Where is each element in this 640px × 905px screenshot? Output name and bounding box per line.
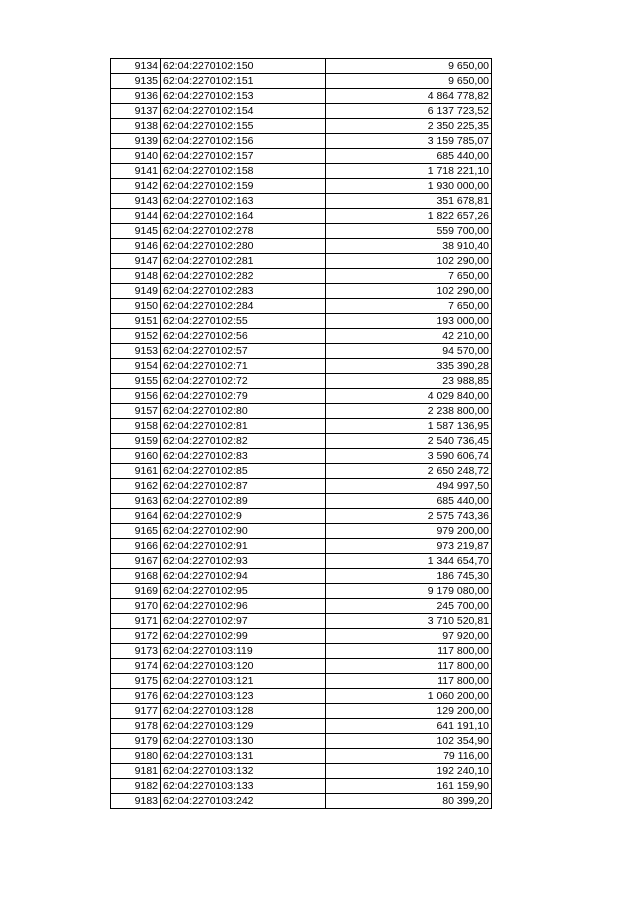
cadastral-number-cell: 62:04:2270102:83 — [161, 449, 326, 464]
cadastral-number-cell: 62:04:2270102:96 — [161, 599, 326, 614]
table-row — [111, 539, 492, 554]
table-row — [111, 74, 492, 89]
cadastral-value-cell: 2 350 225,35 — [326, 119, 492, 134]
cadastral-number-cell: 62:04:2270102:157 — [161, 149, 326, 164]
cadastral-value-cell: 80 399,20 — [326, 794, 492, 809]
cadastral-value-cell: 1 822 657,26 — [326, 209, 492, 224]
table-row — [111, 134, 492, 149]
cadastral-value-cell: 9 650,00 — [326, 74, 492, 89]
cadastral-value-cell: 2 575 743,36 — [326, 509, 492, 524]
cadastral-number-cell: 62:04:2270102:90 — [161, 524, 326, 539]
cadastral-value-cell: 6 137 723,52 — [326, 104, 492, 119]
cadastral-value-cell: 129 200,00 — [326, 704, 492, 719]
row-number-cell: 9177 — [111, 704, 161, 719]
row-number-cell: 9159 — [111, 434, 161, 449]
cadastral-value-cell: 3 710 520,81 — [326, 614, 492, 629]
row-number-cell: 9146 — [111, 239, 161, 254]
cadastral-number-cell: 62:04:2270103:242 — [161, 794, 326, 809]
row-number-cell: 9150 — [111, 299, 161, 314]
row-number-cell: 9135 — [111, 74, 161, 89]
row-number-cell: 9160 — [111, 449, 161, 464]
table-row — [111, 239, 492, 254]
row-number-cell: 9166 — [111, 539, 161, 554]
row-number-cell: 9151 — [111, 314, 161, 329]
table-row — [111, 404, 492, 419]
table-row — [111, 584, 492, 599]
cadastral-value-cell: 9 179 080,00 — [326, 584, 492, 599]
row-number-cell: 9144 — [111, 209, 161, 224]
row-number-cell: 9172 — [111, 629, 161, 644]
cadastral-number-cell: 62:04:2270102:94 — [161, 569, 326, 584]
row-number-cell: 9136 — [111, 89, 161, 104]
cadastral-value-cell: 494 997,50 — [326, 479, 492, 494]
cadastral-number-cell: 62:04:2270102:283 — [161, 284, 326, 299]
row-number-cell: 9170 — [111, 599, 161, 614]
cadastral-number-cell: 62:04:2270102:156 — [161, 134, 326, 149]
cadastral-number-cell: 62:04:2270102:153 — [161, 89, 326, 104]
row-number-cell: 9181 — [111, 764, 161, 779]
table-row — [111, 59, 492, 74]
table-row — [111, 704, 492, 719]
table-row — [111, 659, 492, 674]
cadastral-value-cell: 3 590 606,74 — [326, 449, 492, 464]
cadastral-value-cell: 23 988,85 — [326, 374, 492, 389]
table-row — [111, 614, 492, 629]
row-number-cell: 9152 — [111, 329, 161, 344]
row-number-cell: 9143 — [111, 194, 161, 209]
table-row — [111, 269, 492, 284]
table-row — [111, 464, 492, 479]
table-row — [111, 509, 492, 524]
cadastral-number-cell: 62:04:2270103:121 — [161, 674, 326, 689]
cadastral-number-cell: 62:04:2270102:155 — [161, 119, 326, 134]
cadastral-number-cell: 62:04:2270102:281 — [161, 254, 326, 269]
cadastral-value-cell: 117 800,00 — [326, 674, 492, 689]
row-number-cell: 9168 — [111, 569, 161, 584]
cadastral-number-cell: 62:04:2270103:123 — [161, 689, 326, 704]
cadastral-number-cell: 62:04:2270102:85 — [161, 464, 326, 479]
cadastral-number-cell: 62:04:2270103:130 — [161, 734, 326, 749]
row-number-cell: 9134 — [111, 59, 161, 74]
cadastral-number-cell: 62:04:2270103:133 — [161, 779, 326, 794]
cadastral-value-cell: 2 540 736,45 — [326, 434, 492, 449]
cadastral-value-cell: 7 650,00 — [326, 299, 492, 314]
cadastral-number-cell: 62:04:2270102:93 — [161, 554, 326, 569]
row-number-cell: 9179 — [111, 734, 161, 749]
table-row — [111, 569, 492, 584]
cadastral-number-cell: 62:04:2270102:55 — [161, 314, 326, 329]
cadastral-value-cell: 1 060 200,00 — [326, 689, 492, 704]
cadastral-number-cell: 62:04:2270103:131 — [161, 749, 326, 764]
cadastral-value-cell: 38 910,40 — [326, 239, 492, 254]
cadastral-value-cell: 102 290,00 — [326, 284, 492, 299]
cadastral-value-cell: 9 650,00 — [326, 59, 492, 74]
cadastral-value-table — [110, 58, 492, 809]
cadastral-number-cell: 62:04:2270103:119 — [161, 644, 326, 659]
row-number-cell: 9157 — [111, 404, 161, 419]
cadastral-value-cell: 79 116,00 — [326, 749, 492, 764]
cadastral-number-cell: 62:04:2270103:132 — [161, 764, 326, 779]
row-number-cell: 9148 — [111, 269, 161, 284]
cadastral-number-cell: 62:04:2270102:154 — [161, 104, 326, 119]
table-row — [111, 179, 492, 194]
cadastral-value-cell: 117 800,00 — [326, 659, 492, 674]
cadastral-number-cell: 62:04:2270102:280 — [161, 239, 326, 254]
cadastral-value-cell: 1 587 136,95 — [326, 419, 492, 434]
table-row — [111, 779, 492, 794]
cadastral-number-cell: 62:04:2270102:95 — [161, 584, 326, 599]
row-number-cell: 9167 — [111, 554, 161, 569]
cadastral-number-cell: 62:04:2270102:57 — [161, 344, 326, 359]
cadastral-value-cell: 4 864 778,82 — [326, 89, 492, 104]
table-row — [111, 224, 492, 239]
table-row — [111, 164, 492, 179]
cadastral-value-cell: 192 240,10 — [326, 764, 492, 779]
table-row — [111, 749, 492, 764]
row-number-cell: 9137 — [111, 104, 161, 119]
row-number-cell: 9161 — [111, 464, 161, 479]
cadastral-number-cell: 62:04:2270102:163 — [161, 194, 326, 209]
cadastral-value-cell: 186 745,30 — [326, 569, 492, 584]
cadastral-number-cell: 62:04:2270102:89 — [161, 494, 326, 509]
cadastral-number-cell: 62:04:2270102:91 — [161, 539, 326, 554]
cadastral-number-cell: 62:04:2270103:128 — [161, 704, 326, 719]
table-row — [111, 254, 492, 269]
table-row — [111, 329, 492, 344]
cadastral-value-cell: 2 238 800,00 — [326, 404, 492, 419]
row-number-cell: 9182 — [111, 779, 161, 794]
row-number-cell: 9176 — [111, 689, 161, 704]
cadastral-value-cell: 685 440,00 — [326, 149, 492, 164]
cadastral-number-cell: 62:04:2270102:99 — [161, 629, 326, 644]
cadastral-number-cell: 62:04:2270102:72 — [161, 374, 326, 389]
row-number-cell: 9145 — [111, 224, 161, 239]
table-row — [111, 209, 492, 224]
cadastral-value-cell: 117 800,00 — [326, 644, 492, 659]
row-number-cell: 9154 — [111, 359, 161, 374]
cadastral-value-cell: 559 700,00 — [326, 224, 492, 239]
row-number-cell: 9147 — [111, 254, 161, 269]
table-row — [111, 419, 492, 434]
cadastral-number-cell: 62:04:2270103:129 — [161, 719, 326, 734]
row-number-cell: 9162 — [111, 479, 161, 494]
table-row — [111, 314, 492, 329]
table-row — [111, 149, 492, 164]
cadastral-value-cell: 193 000,00 — [326, 314, 492, 329]
cadastral-number-cell: 62:04:2270102:159 — [161, 179, 326, 194]
table-row — [111, 89, 492, 104]
row-number-cell: 9141 — [111, 164, 161, 179]
table-row — [111, 449, 492, 464]
table-row — [111, 794, 492, 809]
row-number-cell: 9163 — [111, 494, 161, 509]
cadastral-number-cell: 62:04:2270102:151 — [161, 74, 326, 89]
row-number-cell: 9155 — [111, 374, 161, 389]
table-row — [111, 599, 492, 614]
cadastral-value-cell: 641 191,10 — [326, 719, 492, 734]
cadastral-number-cell: 62:04:2270102:81 — [161, 419, 326, 434]
cadastral-number-cell: 62:04:2270102:278 — [161, 224, 326, 239]
row-number-cell: 9175 — [111, 674, 161, 689]
cadastral-value-cell: 2 650 248,72 — [326, 464, 492, 479]
table-row — [111, 104, 492, 119]
cadastral-number-cell: 62:04:2270102:71 — [161, 359, 326, 374]
table-row — [111, 764, 492, 779]
cadastral-value-cell: 973 219,87 — [326, 539, 492, 554]
cadastral-value-cell: 979 200,00 — [326, 524, 492, 539]
row-number-cell: 9178 — [111, 719, 161, 734]
cadastral-number-cell: 62:04:2270102:150 — [161, 59, 326, 74]
cadastral-number-cell: 62:04:2270102:82 — [161, 434, 326, 449]
row-number-cell: 9165 — [111, 524, 161, 539]
row-number-cell: 9149 — [111, 284, 161, 299]
table-row — [111, 629, 492, 644]
table-row — [111, 194, 492, 209]
row-number-cell: 9139 — [111, 134, 161, 149]
cadastral-number-cell: 62:04:2270102:80 — [161, 404, 326, 419]
row-number-cell: 9138 — [111, 119, 161, 134]
table-row — [111, 554, 492, 569]
cadastral-value-cell: 245 700,00 — [326, 599, 492, 614]
table-row — [111, 644, 492, 659]
cadastral-value-cell: 97 920,00 — [326, 629, 492, 644]
table-row — [111, 389, 492, 404]
cadastral-value-cell: 685 440,00 — [326, 494, 492, 509]
cadastral-number-cell: 62:04:2270102:284 — [161, 299, 326, 314]
cadastral-value-cell: 335 390,28 — [326, 359, 492, 374]
cadastral-value-cell: 102 290,00 — [326, 254, 492, 269]
row-number-cell: 9140 — [111, 149, 161, 164]
table-row — [111, 434, 492, 449]
cadastral-value-cell: 102 354,90 — [326, 734, 492, 749]
cadastral-value-cell: 1 344 654,70 — [326, 554, 492, 569]
cadastral-number-cell: 62:04:2270102:56 — [161, 329, 326, 344]
table-row — [111, 374, 492, 389]
table-row — [111, 479, 492, 494]
row-number-cell: 9156 — [111, 389, 161, 404]
row-number-cell: 9171 — [111, 614, 161, 629]
cadastral-number-cell: 62:04:2270103:120 — [161, 659, 326, 674]
row-number-cell: 9183 — [111, 794, 161, 809]
cadastral-value-cell: 1 718 221,10 — [326, 164, 492, 179]
row-number-cell: 9174 — [111, 659, 161, 674]
cadastral-value-cell: 1 930 000,00 — [326, 179, 492, 194]
cadastral-value-cell: 351 678,81 — [326, 194, 492, 209]
cadastral-value-cell: 7 650,00 — [326, 269, 492, 284]
table-row — [111, 299, 492, 314]
table-row — [111, 734, 492, 749]
row-number-cell: 9180 — [111, 749, 161, 764]
row-number-cell: 9153 — [111, 344, 161, 359]
cadastral-value-cell: 161 159,90 — [326, 779, 492, 794]
table-row — [111, 344, 492, 359]
row-number-cell: 9158 — [111, 419, 161, 434]
table-row — [111, 494, 492, 509]
cadastral-number-cell: 62:04:2270102:79 — [161, 389, 326, 404]
table-row — [111, 524, 492, 539]
cadastral-number-cell: 62:04:2270102:282 — [161, 269, 326, 284]
cadastral-value-cell: 4 029 840,00 — [326, 389, 492, 404]
table-body — [111, 59, 492, 809]
table-row — [111, 119, 492, 134]
cadastral-value-cell: 94 570,00 — [326, 344, 492, 359]
cadastral-number-cell: 62:04:2270102:164 — [161, 209, 326, 224]
table-row — [111, 719, 492, 734]
cadastral-value-cell: 42 210,00 — [326, 329, 492, 344]
row-number-cell: 9142 — [111, 179, 161, 194]
cadastral-number-cell: 62:04:2270102:87 — [161, 479, 326, 494]
cadastral-value-cell: 3 159 785,07 — [326, 134, 492, 149]
table-row — [111, 359, 492, 374]
table-row — [111, 689, 492, 704]
cadastral-number-cell: 62:04:2270102:158 — [161, 164, 326, 179]
cadastral-number-cell: 62:04:2270102:97 — [161, 614, 326, 629]
cadastral-number-cell: 62:04:2270102:9 — [161, 509, 326, 524]
row-number-cell: 9173 — [111, 644, 161, 659]
table-row — [111, 674, 492, 689]
row-number-cell: 9164 — [111, 509, 161, 524]
table-row — [111, 284, 492, 299]
row-number-cell: 9169 — [111, 584, 161, 599]
